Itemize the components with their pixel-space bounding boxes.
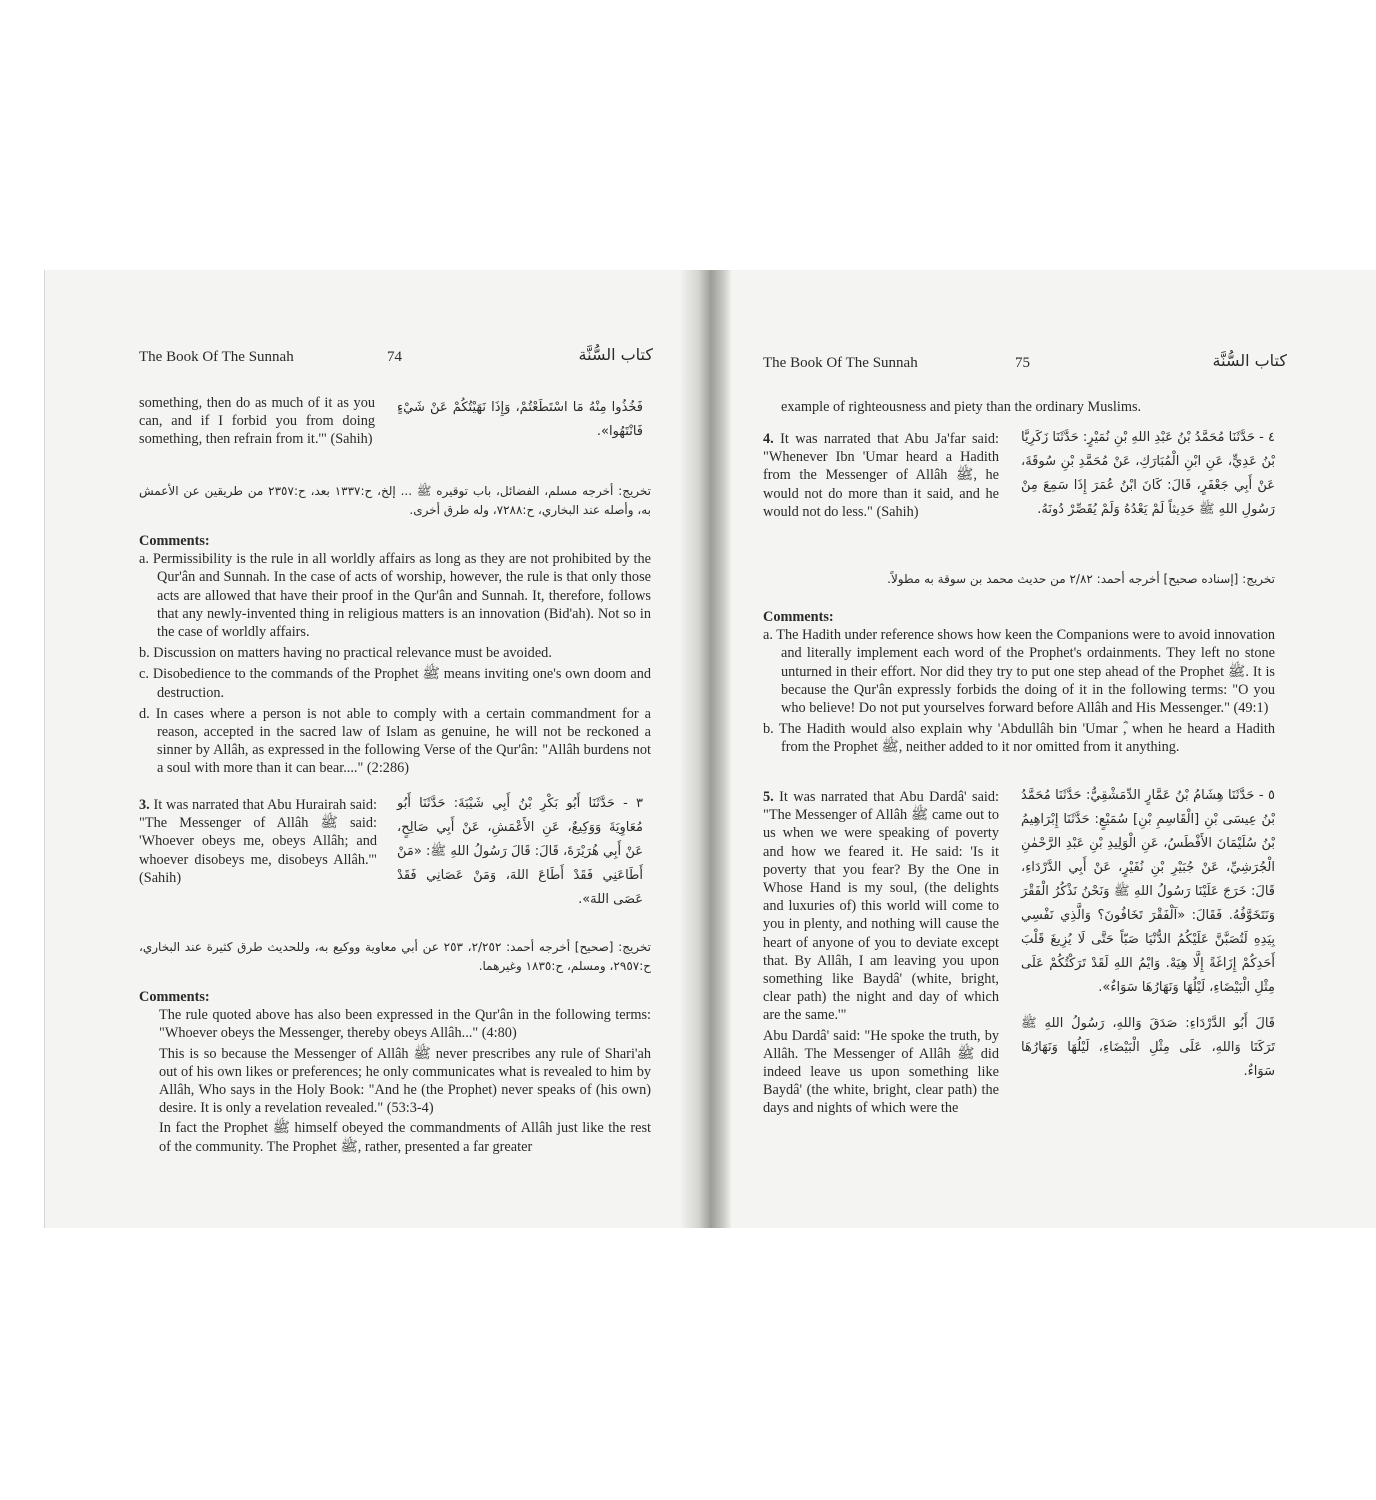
hadith-3-en-text: It was narrated that Abu Hurairah said: "The Messenger of Allâh ﷺ said: 'Whoever obeys me, obeys Allâh; and whoever disobeys me, disobeys Allâh.'" (Sahih) [139,797,378,886]
hadith-3-ar [397,792,643,912]
left-page [45,270,681,1228]
takhrij-4 [781,570,1275,589]
hadith-4-en [763,430,999,521]
hadith-number: 3. [139,797,150,813]
hadith-number: 4. [763,431,774,447]
hadith-4-ar [1021,426,1275,522]
header-arabic: كتاب السُّنَّة [578,345,653,364]
comment-para-1: The rule quoted above has also been expressed in the Qur'ân in the following terms: "Whoever obeys the Messenger, thereby obeys Allâh..." (4:80) [159,1007,651,1042]
hadith-4-en-text: It was narrated that Abu Ja'far said: "Whenever Ibn 'Umar heard a Hadith from the Messenger of Allâh ﷺ, he would not do more than it said, and he would not do less." (Sahih) [763,431,999,520]
takhrij-4-text: تخريج: [إسناده صحيح] أخرجه أحمد: ٢/٨٢ من حديث محمد بن سوقة به مطولاً. [887,572,1275,586]
comment-item-c: c. Disobedience to the commands of the Prophet ﷺ means inviting one's own doom and destruction. [139,666,651,701]
hadith-5-ar-text-2: قَالَ أَبُو الدَّرْدَاءِ: صَدَقَ وَاللهِ، رَسُولُ اللهِ ﷺ تَرَكَنَا وَاللهِ، عَلَى مِثْلِ الْبَيْضَاءِ، لَيْلُهَا وَنَهَارُهَا سَوَاءٌ. [1021,1016,1275,1079]
hadith-5-ar [1021,784,1275,1084]
comment-para-2: This is so because the Messenger of Allâh ﷺ never prescribes any rule of Shari'ah out of his own likes or preferences; he only communicates what is revealed to him by Allâh, Who says in the Holy Book: "And he (the Prophet) never speaks of (his own) desire. It is only a revelation revealed." (53:3-4) [159,1045,651,1117]
comments-section [763,608,1275,760]
comments-heading: Comments: [139,989,210,1005]
comment-item-d: d. In cases where a person is not able to comply with a certain commandment for a reason, accepted in the sacred law of Islam as genuine, he will not be reckoned a sinner by Allâh, as expressed in the following Verse of the Qur'ân: "Allâh burdens not a soul with more than it can bear...." (2:286) [139,705,651,777]
comment-item-b: b. The Hadith would also explain why 'Abdullâh bin 'Umar ؓ, when he heard a Hadith from the Prophet ﷺ, neither added to it nor omitted from it anything. [763,721,1275,756]
comments-heading: Comments: [763,609,834,625]
hadith-5-en-text-2: Abu Dardâ' said: "He spoke the truth, by Allâh. The Messenger of Allâh ﷺ did indeed leave us upon something like Baydâ' (the white, bright, clear path) the days and nights of which were the [763,1027,999,1117]
takhrij-1-text: تخريج: أخرجه مسلم، الفضائل، باب توقيره ﷺ ... إلخ، ح:١٣٣٧ بعد، ح:٢٣٥٧ من طريقين عن الأعمش به، وأصله عند البخاري، ح:٧٢٨٨، وله طرق أخرى. [139,484,651,517]
comments-section-2 [139,988,651,1158]
header-arabic: كتاب السُّنَّة [1212,351,1287,370]
hadith-4-ar-text: ٤ - حَدَّثَنَا مُحَمَّدُ بْنُ عَبْدِ اللهِ بْنِ نُمَيْرٍ: حَدَّثَنَا زَكَرِيَّا بْنُ عَدِيٍّ، عَنِ ابْنِ الْمُبَارَكِ، عَنْ مُحَمَّدِ بْنِ سُوقَةَ، عَنْ أَبِي جَعْفَرٍ، قَالَ: كَانَ ابْنُ عُمَرَ إِذَا سَمِعَ مِنْ رَسُولِ اللهِ ﷺ حَدِيثاً لَمْ يَعْدُهُ وَلَمْ يُقَصِّرْ دُونَهُ. [1021,430,1275,517]
continuation-ar-text: فَخُذُوا مِنْهُ مَا اسْتَطَعْتُمْ، وَإِذَا نَهَيْتُكُمْ عَنْ شَيْءٍ فَانْتَهُوا». [397,400,643,439]
comment-item-a: a. The Hadith under reference shows how keen the Companions were to avoid innovation and literally implement each word of the Prophet's ordainments. They left no stone unturned in their effort. Nor did they try to put one step ahead of the Prophet ﷺ. It is because the Qur'ân expressly forbids the doing of it in the following terms: "O you who believe! Do not put yourselves forward before Allâh and His Messenger." (49:1) [763,627,1275,717]
comments-heading: Comments: [139,533,210,549]
continuation-en-text: something, then do as much of it as you can, and if I forbid you from doing something, then refrain from it.'" (Sahih) [139,395,375,448]
continuation-ar [397,396,643,444]
page-number: 75 [1015,355,1030,371]
page-number: 74 [387,349,402,365]
header-title: The Book Of The Sunnah [139,349,294,365]
takhrij-3 [139,938,651,976]
continuation-en [781,398,1281,416]
takhrij-1 [139,482,651,520]
header-title: The Book Of The Sunnah [763,355,918,371]
continuation-en-text: example of righteousness and piety than the ordinary Muslims. [781,399,1142,415]
comment-para-3: In fact the Prophet ﷺ himself obeyed the commandments of Allâh just like the rest of the community. The Prophet ﷺ, rather, presented a far greater [159,1120,651,1155]
hadith-5-en-text: It was narrated that Abu Dardâ' said: "The Messenger of Allâh ﷺ came out to us when we were speaking of poverty and how we feared it. He said: 'Is it poverty that you fear? By the One in Whose Hand is my soul, (the delights and luxuries of) this world will come to you in plenty, and nothing will cause the heart of anyone of you to deviate except that. By Allâh, I am leaving you upon something like Baydâ' (white, bright, clear path) the night and day of which are the same.'" [763,789,1000,1024]
comment-item-a: a. Permissibility is the rule in all worldly affairs as long as they are not prohibited by the Qur'ân and Sunnah. In the case of acts of worship, however, the rule is that only those acts are allowed that have their proof in the Qur'ân and Sunnah. It, therefore, follows that any newly-invented thing in religious matters is an innovation (Bid'ah). Not so in the case of worldly affairs. [139,551,651,641]
hadith-number: 5. [763,789,774,805]
book-gutter [681,270,731,1228]
right-page [731,270,1376,1228]
comment-item-b: b. Discussion on matters having no practical relevance must be avoided. [139,645,552,662]
book-spread [44,270,1376,1228]
takhrij-3-text: تخريج: [صحيح] أخرجه أحمد: ٢/٢٥٢، ٢٥٣ عن أبي معاوية ووكيع به، وللحديث طرق كثيرة عند البخاري، ح:٢٩٥٧، ومسلم، ح:١٨٣٥ وغيرهما. [139,940,652,973]
hadith-5-en [763,788,999,1118]
comments-section-1 [139,532,651,781]
hadith-3-en [139,796,377,887]
continuation-en [139,394,375,449]
hadith-3-ar-text: ٣ - حَدَّثَنَا أَبُو بَكْرِ بْنُ أَبِي شَيْبَةَ: حَدَّثَنَا أَبُو مُعَاوِيَةَ وَوَكِيعٌ، عَنِ الأَعْمَشِ، عَنْ أَبِي صَالِحٍ، عَنْ أَبِي هُرَيْرَةَ، قَالَ: قَالَ رَسُولُ اللهِ ﷺ: «مَنْ أَطَاعَنِي فَقَدْ أَطَاعَ اللهَ، وَمَنْ عَصَانِي فَقَدْ عَصَى اللهَ». [397,796,643,907]
hadith-5-ar-text: ٥ - حَدَّثَنَا هِشَامُ بْنُ عَمَّارٍ الدِّمَشْقِيُّ: حَدَّثَنَا مُحَمَّدُ بْنُ عِيسَى بْنِ [الْقَاسِمِ بْنِ] سُمَيْعٍ: حَدَّثَنَا إِبْرَاهِيمُ بْنُ سُلَيْمَانَ الأَفْطَسُ، عَنِ الْوَلِيدِ بْنِ عَبْدِ الرَّحْمٰنِ الْجُرَشِيِّ، عَنْ جُبَيْرِ بْنِ نُفَيْرٍ، عَنْ أَبِي الدَّرْدَاءِ، قَالَ: خَرَجَ عَلَيْنَا رَسُولُ اللهِ ﷺ وَنَحْنُ نَذْكُرُ الْفَقْرَ وَنَتَخَوَّفُهُ. فَقَالَ: «آلْفَقْرَ تَخَافُونَ؟ وَالَّذِي نَفْسِي بِيَدِهِ لَتُصَبَّنَّ عَلَيْكُمُ الدُّنْيَا صَبّاً حَتَّى لَا يُزِيغَ قَلْبَ أَحَدِكُمْ إِزَاغَةً إِلَّا هِيَهْ. وَايْمُ اللهِ لَقَدْ تَرَكْتُكُمْ عَلَى مِثْلِ الْبَيْضَاءِ، لَيْلُهَا وَنَهَارُهَا سَوَاءٌ». [1021,788,1275,995]
